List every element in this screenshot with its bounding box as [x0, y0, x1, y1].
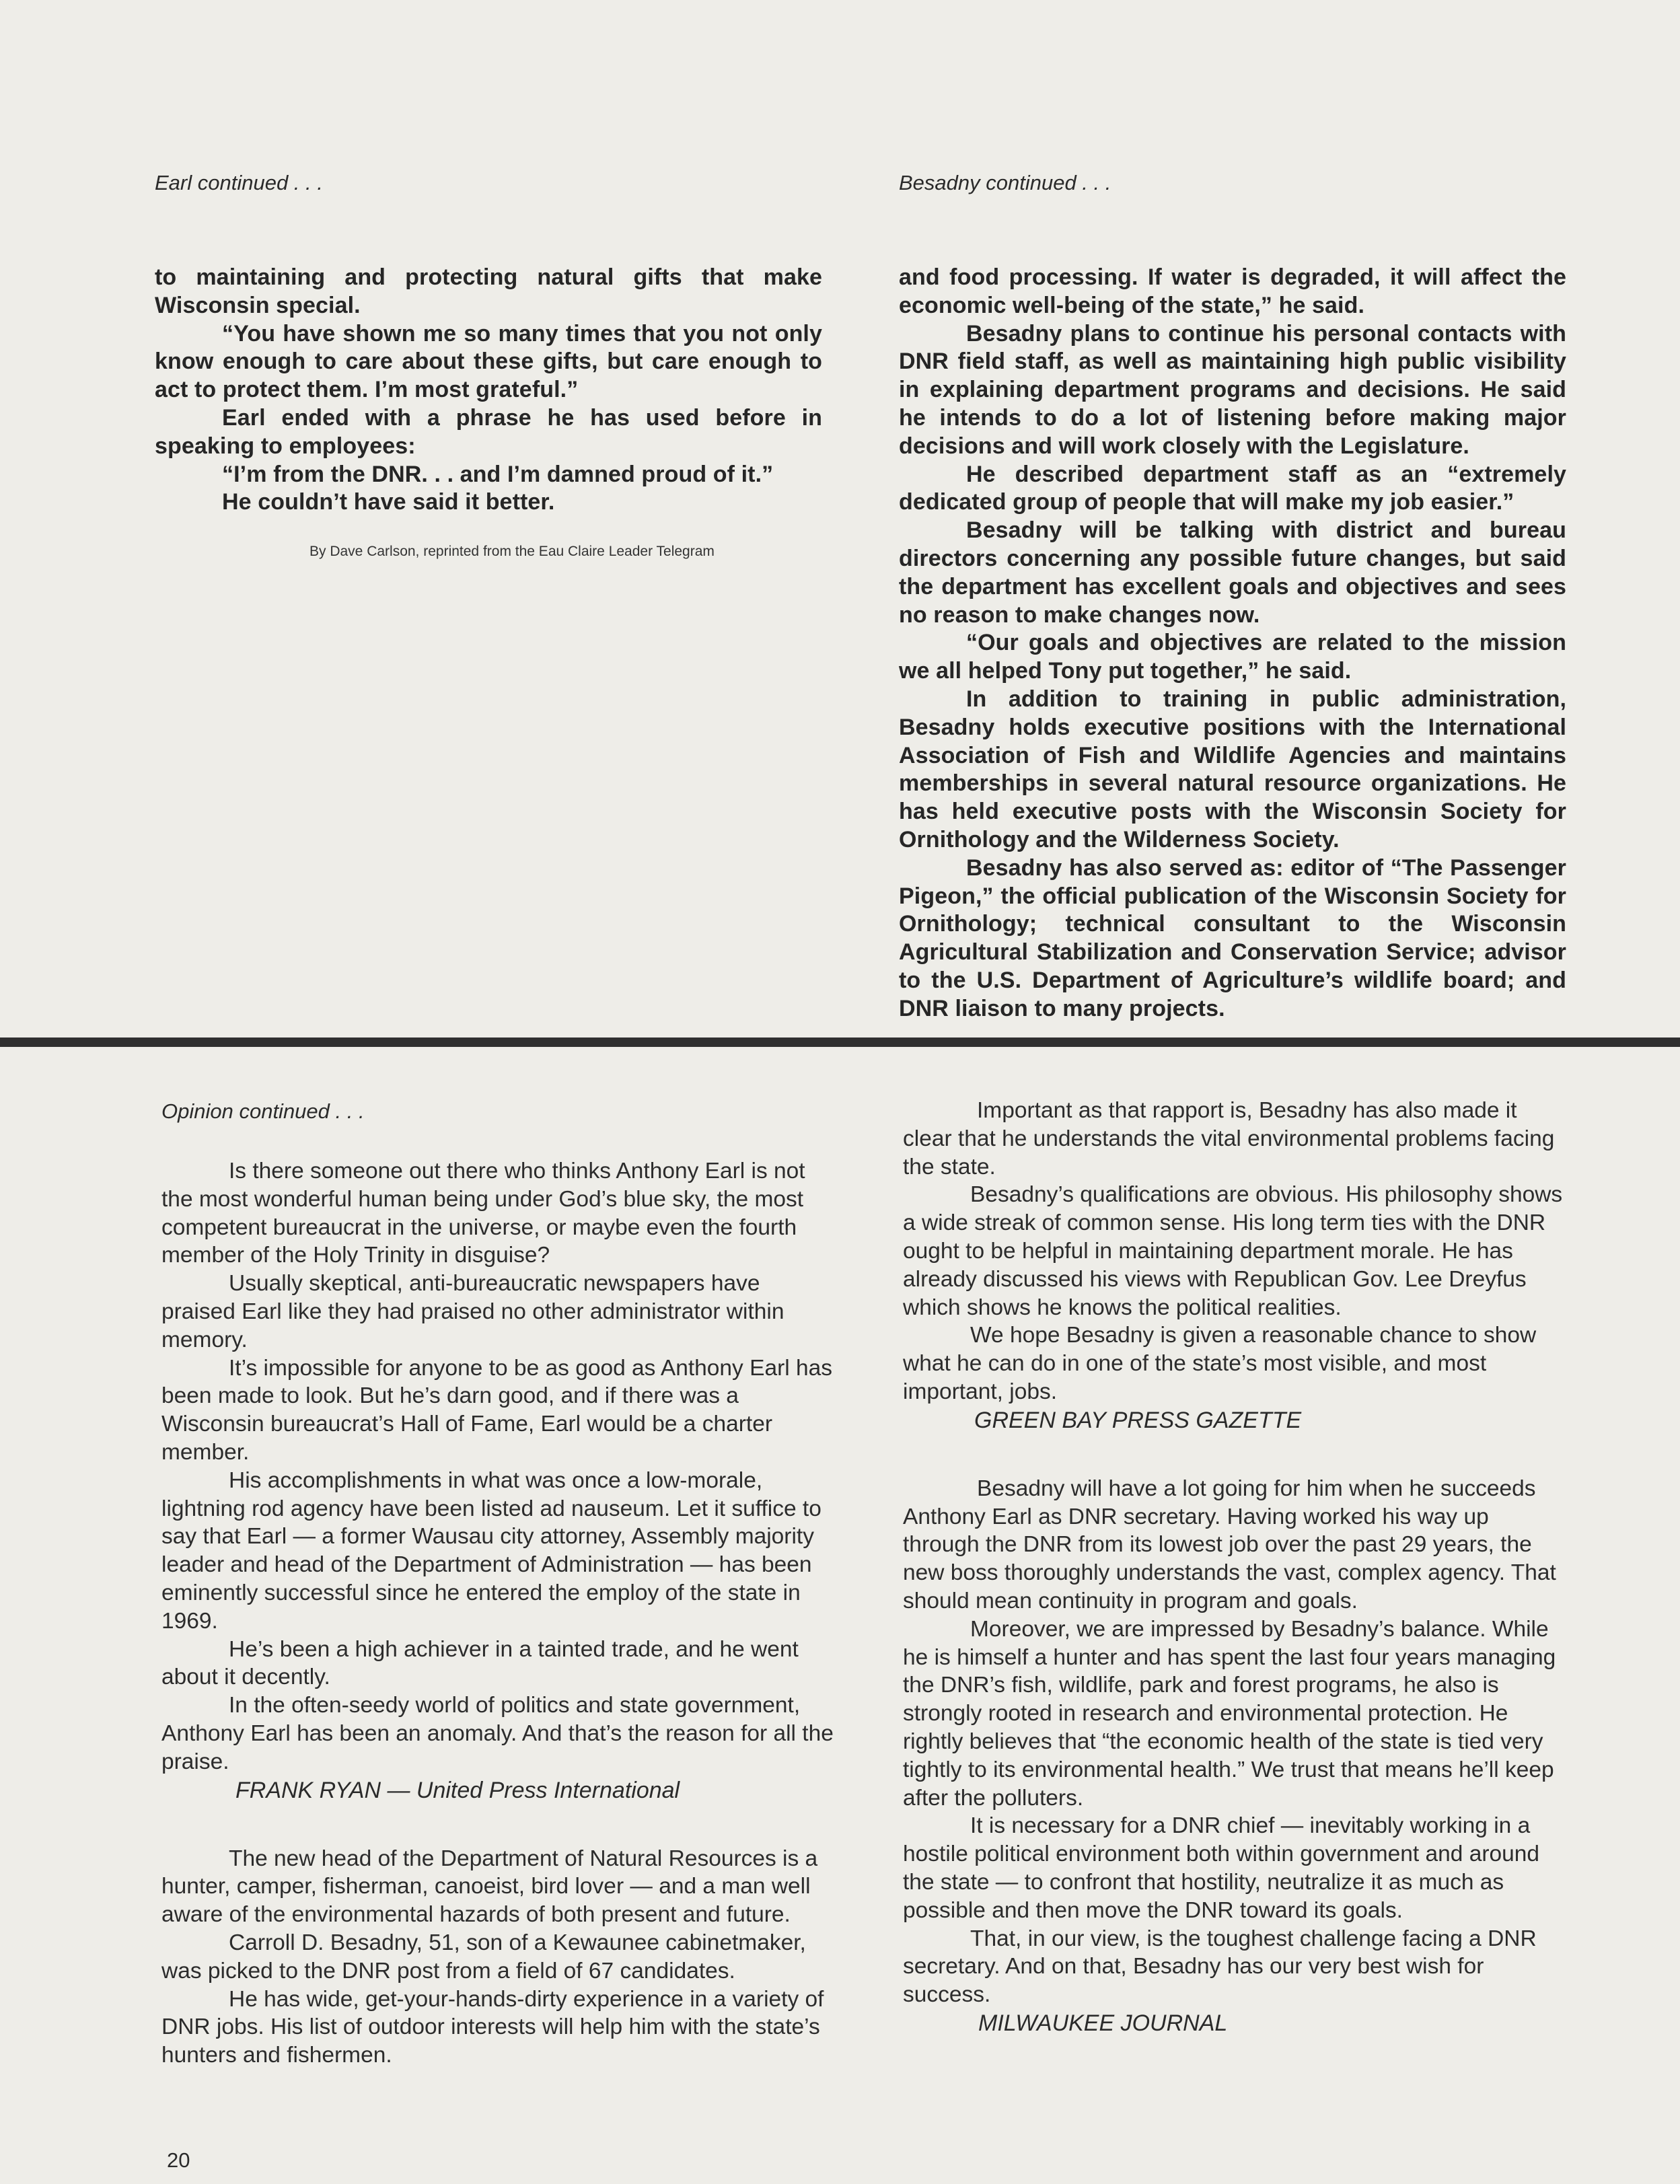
mj-para-3: It is necessary for a DNR chief — inevitably working in a hostile political environment both within government and around the state — to confront that hostility, neutralize it as much as possible and then move the DNR toward its goals. — [903, 1813, 1540, 1923]
earl-closing: He couldn’t have said it better. — [222, 489, 555, 515]
besadny-para-1: and food processing. If water is degraded, it will affect the economic well-being of the state,” he said. — [899, 264, 1566, 318]
besadny-para-5: “Our goals and objectives are related to the mission we all helped Tony put together,” he said. — [899, 630, 1566, 684]
opinion-right-column — [903, 1097, 1569, 2037]
earl-column — [155, 170, 822, 561]
besadny-column — [899, 170, 1566, 1023]
besadny-para-4: Besadny will be talking with district and bureau directors concerning any possible future changes, but said the department has excellent goals and objectives and sees no reason to make changes now. — [899, 517, 1566, 628]
ryan-para-4: His accomplishments in what was once a low-morale, lightning rod agency have been listed ad nauseum. Let it suffice to say that Earl — a former Wausau city attorney, Assembly majority leader and head of the Department of Administration — has been eminently successful since he entered the employ of the state in 1969. — [161, 1467, 821, 1634]
ryan-para-5: He’s been a high achiever in a tainted trade, and he went about it decently. — [161, 1636, 799, 1690]
page-number: 20 — [167, 2148, 190, 2172]
ryan-para-6: In the often-seedy world of politics and state government, Anthony Earl has been an anomaly. And that’s the reason for all the praise. — [161, 1693, 834, 1774]
besadny-para-2: Besadny plans to continue his personal contacts with DNR field staff, as well as maintaining high public visibility in explaining department programs and decisions. He said he intends to do a lot of listening before making major decisions and will work closely with the Legislature. — [899, 320, 1566, 459]
section-divider — [0, 1038, 1680, 1047]
besadny-para-6: In addition to training in public administration, Besadny holds executive positions with the International Association of Fish and Wildlife Agencies and maintains memberships in several natural resource organizations. He has held executive posts with the Wisconsin Society for Ornithology and the Wilderness Society. — [899, 686, 1566, 852]
earl-para-1: to maintaining and protecting natural gifts that make Wisconsin special. — [155, 264, 822, 318]
gb-para-3: He has wide, get-your-hands-dirty experience in a variety of DNR jobs. His list of outdoor interests will help him with the state’s hunters and fishermen. — [161, 1986, 824, 2068]
ryan-para-1: Is there someone out there who thinks Anthony Earl is not the most wonderful human being under God’s blue sky, the most competent bureaucrat in the universe, or maybe even the fourth member of the Holy Trinity in disguise? — [161, 1159, 805, 1268]
earl-heading: Earl continued . . . — [155, 171, 323, 194]
mj-para-1: Besadny will have a lot going for him when he succeeds Anthony Earl as DNR secretary. Having worked his way up through the DNR from its lowest job over the past 29 years, the new boss thoroughly understands the vast, complex agency. That should mean continuity in program and goals. — [903, 1476, 1556, 1613]
mj-para-4: That, in our view, is the toughest challenge facing a DNR secretary. And on that, Besadny has our very best wish for success. — [903, 1926, 1537, 2008]
earl-para-3: Earl ended with a phrase he has used before in speaking to employees: — [155, 404, 822, 459]
besadny-para-7: Besadny has also served as: editor of “The Passenger Pigeon,” the official publication of the Wisconsin Society for Ornithology; technical consultant to the Wisconsin Agricultural Stabilization and Conservation Service; advisor to the U.S. Department of Agriculture’s wildlife board; and DNR liaison to many projects. — [899, 854, 1566, 1021]
gb-para-2: Carroll D. Besadny, 51, son of a Kewaunee cabinetmaker, was picked to the DNR post from a field of 67 candidates. — [161, 1930, 806, 1983]
besadny-para-3: He described department staff as an “extremely dedicated group of people that will make my job easier.” — [899, 461, 1566, 515]
opinion-heading: Opinion continued . . . — [161, 1099, 365, 1123]
gb-para-6: We hope Besadny is given a reasonable chance to show what he can do in one of the state’s most visible, and most important, jobs. — [903, 1323, 1537, 1404]
earl-quote: “I’m from the DNR. . . and I’m damned proud of it.” — [222, 461, 774, 487]
opinion-left-column — [161, 1098, 834, 2070]
gb-para-5: Besadny’s qualifications are obvious. His philosophy shows a wide streak of common sense. His long term ties with the DNR ought to be helpful in maintaining department morale. He has already discussed his views with Republican Gov. Lee Dreyfus which shows he knows the political realities. — [903, 1182, 1563, 1320]
gb-para-1: The new head of the Department of Natural Resources is a hunter, camper, fisherman, canoeist, bird lover — and a man well aware of the environmental hazards of both present and future. — [161, 1846, 818, 1928]
mj-para-2: Moreover, we are impressed by Besadny’s balance. While he is himself a hunter and has spent the last four years managing the DNR’s fish, wildlife, park and forest programs, he also is strongly rooted in research and environmental protection. He rightly believes that “the economic health of the state is tied very tightly to its environmental health.” We trust that means he’ll keep after the polluters. — [903, 1616, 1556, 1811]
ryan-source: FRANK RYAN — United Press International — [235, 1777, 680, 1803]
mj-source: MILWAUKEE JOURNAL — [978, 2010, 1228, 2036]
besadny-heading: Besadny continued . . . — [899, 171, 1111, 194]
ryan-para-3: It’s impossible for anyone to be as good as Anthony Earl has been made to look. But he’s darn good, and if there was a Wisconsin bureaucrat’s Hall of Fame, Earl would be a charter member. — [161, 1355, 832, 1465]
gb-para-4: Important as that rapport is, Besadny has also made it clear that he understands the vital environmental problems facing the state. — [903, 1098, 1555, 1179]
ryan-para-2: Usually skeptical, anti-bureaucratic newspapers have praised Earl like they had praised no other administrator within memory. — [161, 1271, 784, 1352]
earl-para-2: “You have shown me so many times that you not only know enough to care about these gifts, but care enough to act to protect them. I’m most grateful.” — [155, 320, 822, 403]
byline-credit: By Dave Carlson, reprinted from the Eau Claire Leader Telegram — [309, 544, 715, 560]
gb-source: GREEN BAY PRESS GAZETTE — [974, 1407, 1302, 1433]
